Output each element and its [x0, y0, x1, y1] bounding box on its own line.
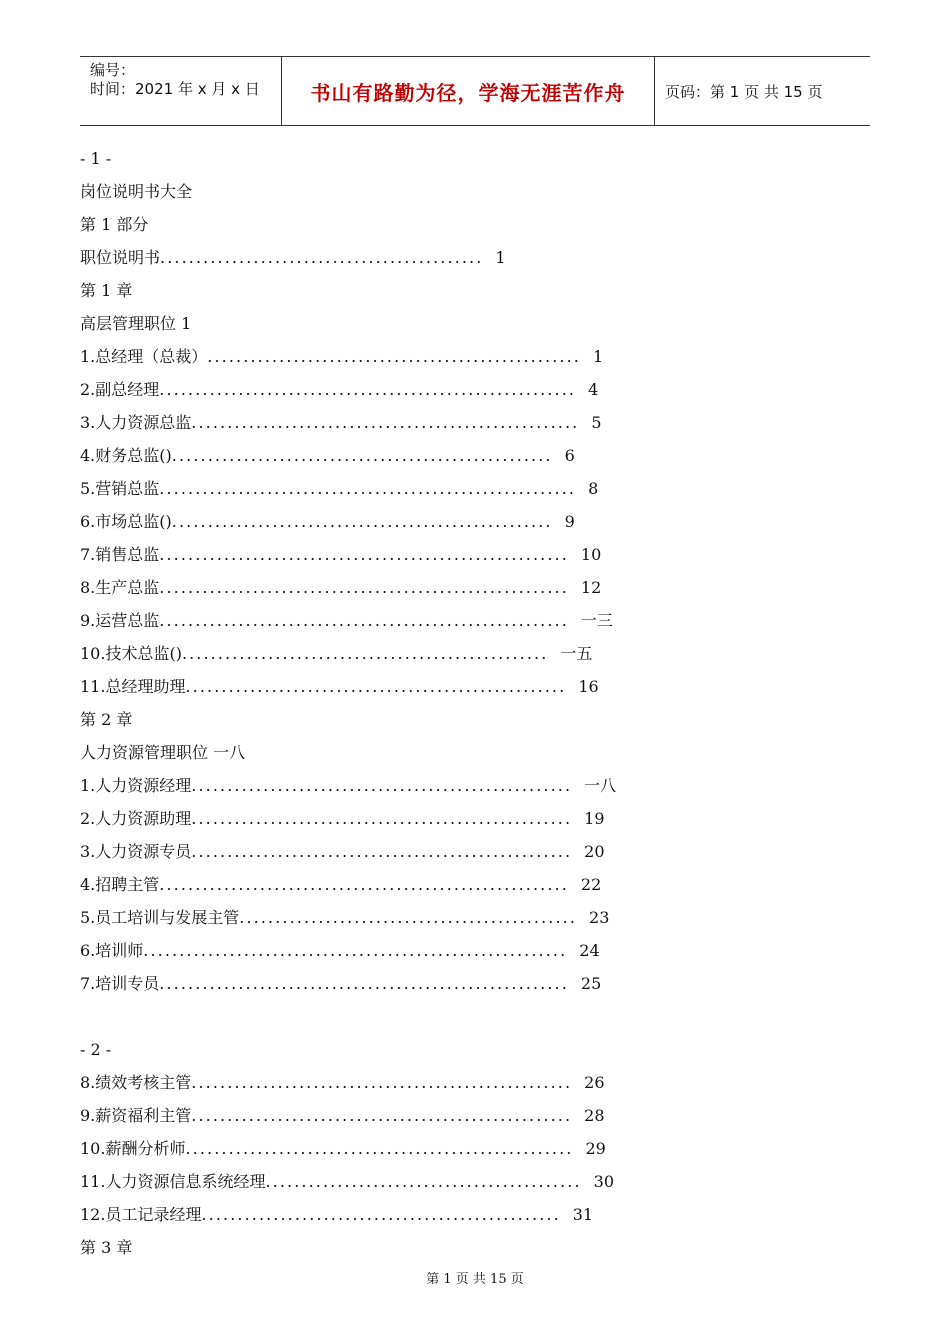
toc-entry-page: 23	[589, 908, 610, 927]
toc-entry	[80, 1066, 800, 1099]
toc-entry-page: 22	[580, 875, 602, 894]
toc-entry-title: 2.人力资源助理	[80, 809, 192, 828]
toc-entry-title: 5.营销总监	[80, 479, 160, 498]
toc-entry-page: 一五	[560, 644, 593, 663]
text-line: - 2 -	[80, 1040, 112, 1059]
toc-entry-title: 2.副总经理	[80, 380, 160, 399]
toc-leader-dots: .........................................................	[159, 611, 569, 630]
toc-entry-title: 6.培训师	[80, 941, 144, 960]
toc-entry-title: 4.招聘主管	[80, 875, 160, 894]
toc-entry	[80, 901, 800, 934]
toc-entry-title: 10.技术总监()	[80, 644, 182, 663]
toc-entry	[80, 538, 800, 571]
toc-entry	[80, 1132, 800, 1165]
toc-leader-dots: ......................................................	[191, 413, 580, 432]
toc-entry	[80, 1198, 800, 1231]
toc-entry-page: 4	[588, 380, 599, 399]
toc-entry-page: 1	[495, 248, 506, 267]
toc-entry-page: 9	[564, 512, 575, 531]
toc-entry-page: 16	[578, 677, 599, 696]
toc-entry-page: 29	[585, 1139, 606, 1158]
toc-entry-title: 6.市场总监()	[80, 512, 172, 531]
toc-entry	[80, 637, 800, 670]
blank-line	[80, 1000, 800, 1033]
header-page-info: 页码：第 1 页 共 15 页	[665, 82, 823, 101]
text-line: - 1 -	[80, 149, 112, 168]
toc-entry-title: 11.人力资源信息系统经理	[80, 1172, 266, 1191]
text-line: 第 2 章	[80, 710, 133, 729]
toc-content	[80, 142, 800, 1264]
text-line: 高层管理职位 1	[80, 314, 192, 333]
toc-entry-page: 12	[580, 578, 602, 597]
toc-entry	[80, 505, 800, 538]
toc-entry-page: 一八	[584, 776, 617, 795]
toc-leader-dots: ...........................................................	[143, 941, 568, 960]
toc-entry-title: 10.薪酬分析师	[80, 1139, 186, 1158]
toc-entry	[80, 670, 800, 703]
toc-entry-page: 1	[592, 347, 604, 366]
toc-entry	[80, 340, 800, 373]
toc-entry	[80, 241, 800, 274]
toc-entry-page: 一三	[580, 611, 613, 630]
toc-entry-page: 8	[588, 479, 599, 498]
toc-entry-title: 3.人力资源专员	[80, 842, 192, 861]
toc-entry-page: 25	[580, 974, 602, 993]
text-line: 人力资源管理职位 一八	[80, 743, 246, 762]
toc-entry	[80, 1165, 800, 1198]
text-line: 第 1 部分	[80, 215, 149, 234]
toc-entry-page: 20	[584, 842, 605, 861]
page-footer: 第 1 页 共 15 页	[426, 1272, 524, 1287]
toc-entry	[80, 571, 800, 604]
header-motto: 书山有路勤为径，学海无涯苦作舟	[281, 57, 655, 125]
toc-entry-page: 31	[572, 1205, 594, 1224]
toc-entry-title: 12.员工记录经理	[80, 1205, 202, 1224]
toc-leader-dots: .....................................................	[191, 1106, 573, 1125]
toc-entry-title: 9.薪资福利主管	[80, 1106, 192, 1125]
toc-leader-dots: ....................................................	[207, 347, 581, 366]
toc-entry	[80, 802, 800, 835]
toc-entry-page: 24	[579, 941, 600, 960]
toc-leader-dots: .....................................................	[191, 809, 573, 828]
toc-entry	[80, 439, 800, 472]
time-label: 时间：2021 年 x 月 x 日	[90, 80, 260, 98]
toc-entry-title: 4.财务总监()	[80, 446, 172, 465]
toc-entry-page: 26	[584, 1073, 605, 1092]
toc-entry	[80, 472, 800, 505]
toc-entry-title: 7.培训专员	[80, 974, 160, 993]
header-meta	[80, 57, 281, 125]
toc-leader-dots: ............................................	[265, 1172, 582, 1191]
toc-entry-page: 5	[591, 413, 602, 432]
text-line: 第 1 章	[80, 281, 133, 300]
toc-entry-title: 9.运营总监	[80, 611, 160, 630]
toc-leader-dots: ......................................................	[185, 1139, 574, 1158]
toc-leader-dots: ..........................................................	[159, 380, 577, 399]
toc-entry-title: 7.销售总监	[80, 545, 160, 564]
toc-entry-page: 30	[593, 1172, 614, 1191]
toc-entry	[80, 967, 800, 1000]
toc-entry-page: 6	[564, 446, 575, 465]
toc-entry-title: 8.绩效考核主管	[80, 1073, 192, 1092]
toc-leader-dots: .............................................	[160, 248, 484, 267]
toc-entry-page: 28	[584, 1106, 605, 1125]
toc-entry	[80, 604, 800, 637]
toc-leader-dots: ...................................................	[181, 644, 549, 663]
toc-entry-page: 10	[580, 545, 602, 564]
toc-entry-title: 1.总经理（总裁）	[80, 347, 208, 366]
toc-entry-title: 8.生产总监	[80, 578, 160, 597]
toc-entry-title: 职位说明书	[80, 248, 161, 267]
toc-leader-dots: .........................................................	[159, 974, 569, 993]
toc-entry	[80, 1099, 800, 1132]
toc-entry-title: 1.人力资源经理	[80, 776, 192, 795]
toc-entry-title: 11.总经理助理	[80, 677, 186, 696]
toc-entry	[80, 934, 800, 967]
toc-leader-dots: .....................................................	[171, 512, 553, 531]
toc-leader-dots: .....................................................	[185, 677, 567, 696]
toc-leader-dots: .....................................................	[171, 446, 553, 465]
text-line: 岗位说明书大全	[80, 182, 193, 201]
toc-leader-dots: .....................................................	[191, 1073, 573, 1092]
toc-entry	[80, 769, 800, 802]
toc-entry	[80, 406, 800, 439]
toc-entry	[80, 835, 800, 868]
toc-leader-dots: .........................................................	[159, 875, 569, 894]
toc-entry-title: 3.人力资源总监	[80, 413, 192, 432]
toc-entry	[80, 868, 800, 901]
page-header	[80, 56, 870, 126]
toc-leader-dots: .........................................................	[159, 545, 569, 564]
toc-entry-title: 5.员工培训与发展主管	[80, 908, 240, 927]
number-label: 编号：	[90, 61, 136, 79]
toc-leader-dots: .........................................................	[159, 578, 569, 597]
toc-entry-page: 19	[584, 809, 605, 828]
toc-entry	[80, 373, 800, 406]
text-line: 第 3 章	[80, 1238, 133, 1257]
toc-leader-dots: ..........................................................	[159, 479, 577, 498]
toc-leader-dots: .....................................................	[191, 776, 573, 795]
toc-leader-dots: ..................................................	[201, 1205, 561, 1224]
toc-leader-dots: .....................................................	[191, 842, 573, 861]
toc-leader-dots: ...............................................	[239, 908, 578, 927]
